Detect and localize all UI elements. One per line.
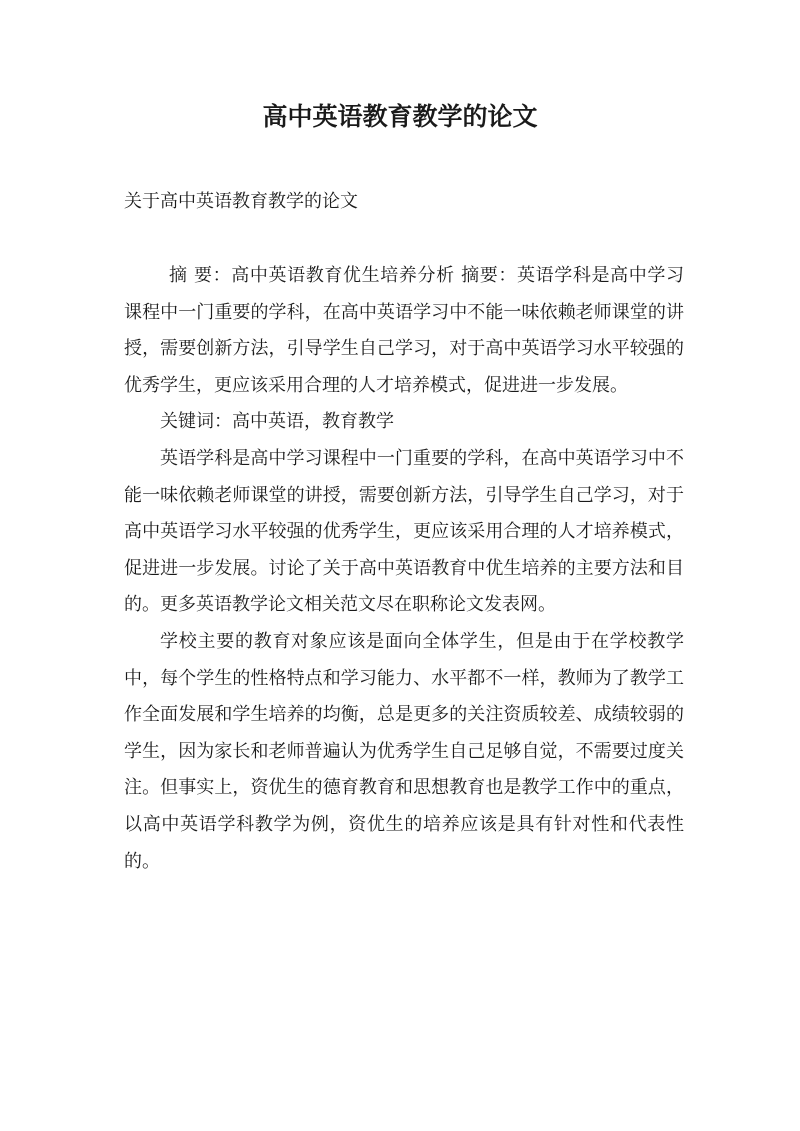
body-paragraph: 学校主要的教育对象应该是面向全体学生，但是由于在学校教学中，每个学生的性格特点和学习能力、水平都不一样，教师为了教学工作全面发展和学生培养的均衡，总是更多的关注资质较差、成绩较弱的学生，因为家长和老师普遍认为优秀学生自己足够自觉，不需要过度关注。但事实上，资优生的德育教育和思想教育也是教学工作中的重点，以高中英语学科教学为例，资优生的培养应该是具有针对性和代表性的。 <box>124 630 684 872</box>
subtitle: 关于高中英语教育教学的论文 <box>124 191 358 212</box>
page-title: 高中英语教育教学的论文 <box>262 102 538 131</box>
body-text <box>124 258 684 880</box>
abstract-paragraph: 摘 要：高中英语教育优生培养分析 摘要：英语学科是高中学习课程中一门重要的学科，在高中英语学习中不能一味依赖老师课堂的讲授，需要创新方法，引导学生自己学习，对于高中英语学习水平较强的优秀学生，更应该采用合理的人才培养模式，促进进一步发展。 <box>124 265 684 396</box>
body-paragraph: 英语学科是高中学习课程中一门重要的学科，在高中英语学习中不能一味依赖老师课堂的讲授，需要创新方法，引导学生自己学习，对于高中英语学习水平较强的优秀学生，更应该采用合理的人才培养模式，促进进一步发展。讨论了关于高中英语教育中优生培养的主要方法和目的。更多英语教学论文相关范文尽在职称论文发表网。 <box>124 447 684 616</box>
keywords-paragraph: 关键词：高中英语，教育教学 <box>160 411 394 433</box>
